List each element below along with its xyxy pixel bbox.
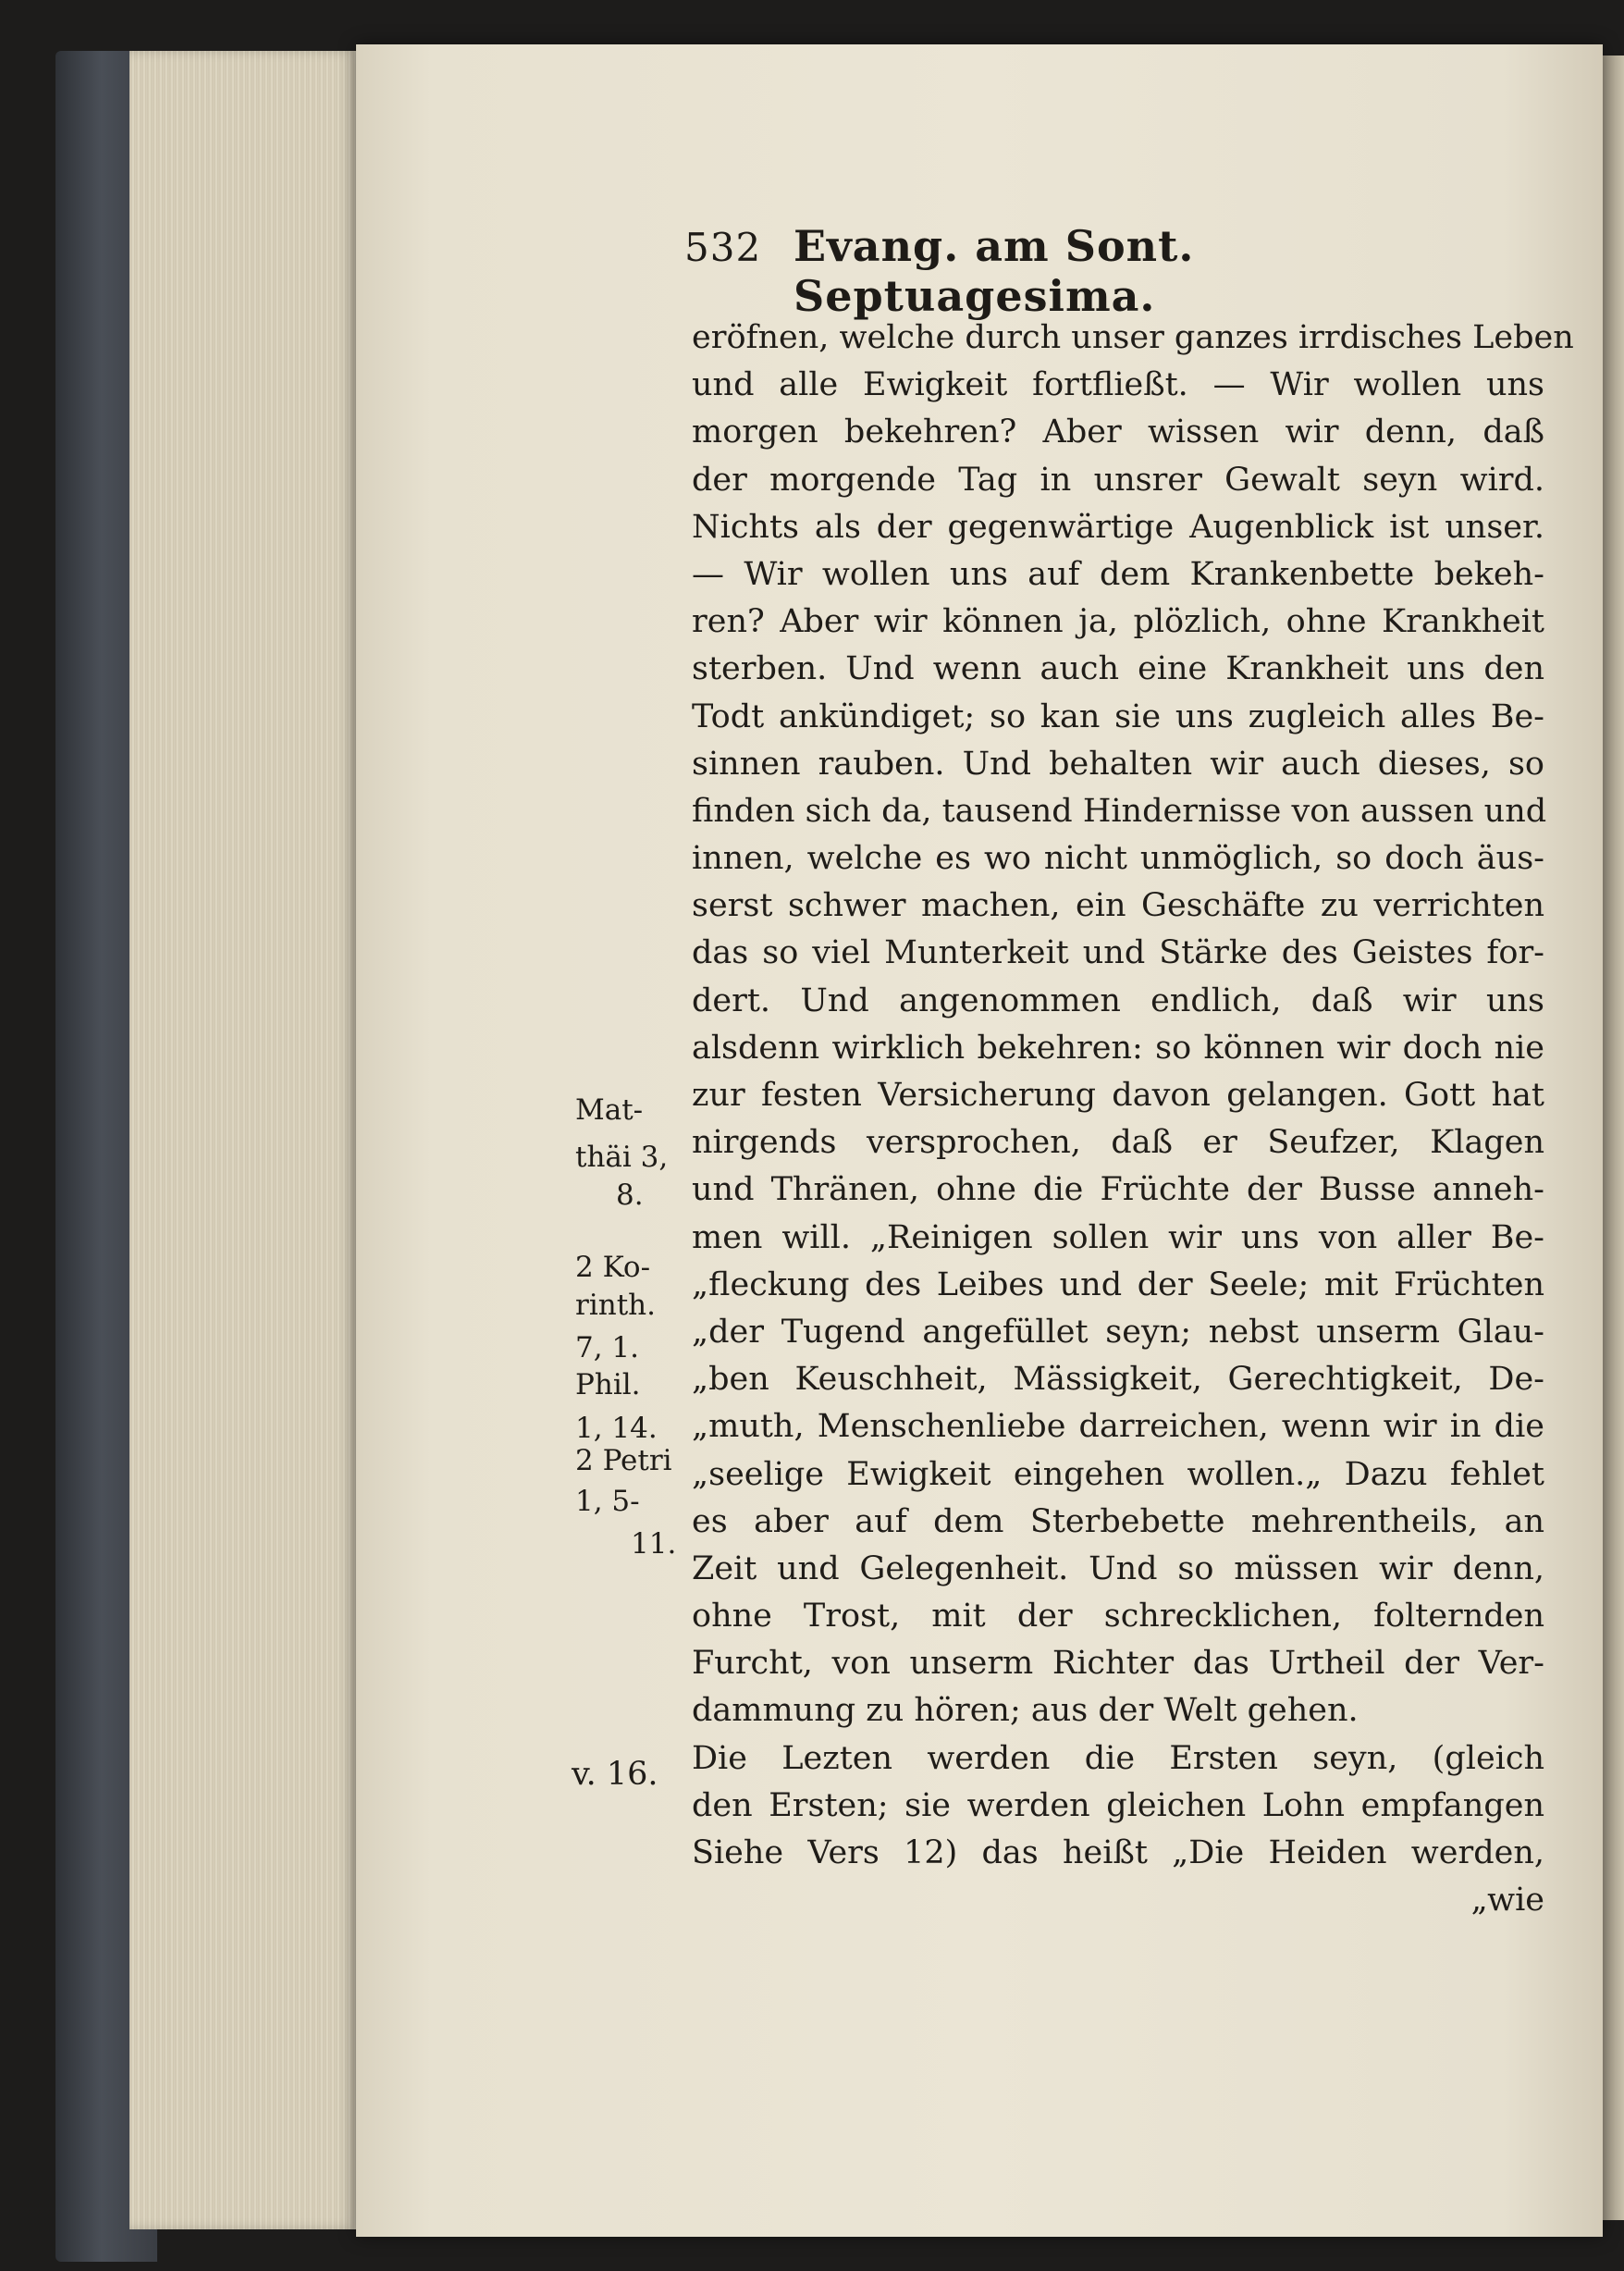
margin-note-petri-2: 1, 5- bbox=[575, 1485, 640, 1518]
page-number: 532 bbox=[684, 225, 762, 270]
text-line: „muth, Menschenliebe darreichen, wenn wir in die bbox=[692, 1408, 1544, 1446]
catchword: „wie bbox=[1470, 1882, 1544, 1919]
text-line: und Thränen, ohne die Früchte der Busse anneh- bbox=[692, 1171, 1544, 1209]
text-line: dammung zu hören; aus der Welt gehen. bbox=[692, 1692, 1359, 1730]
text-line: das so viel Munterkeit und Stärke des Geistes for- bbox=[692, 934, 1544, 972]
text-line: finden sich da, tausend Hindernisse von aussen und bbox=[692, 792, 1547, 830]
text-line: „fleckung des Leibes und der Seele; mit Früchten bbox=[692, 1265, 1544, 1303]
margin-note-petri-1: 2 Petri bbox=[575, 1444, 672, 1477]
text-line: „der Tugend angefüllet seyn; nebst unserm Glau- bbox=[692, 1313, 1544, 1351]
text-line: ohne Trost, mit der schrecklichen, folternden bbox=[692, 1598, 1544, 1635]
page-header bbox=[684, 217, 1544, 321]
margin-note-korinth-1: 2 Ko- bbox=[575, 1251, 651, 1284]
margin-note-korinth-3: 7, 1. bbox=[575, 1331, 640, 1364]
body-text bbox=[692, 315, 1574, 1924]
text-line: morgen bekehren? Aber wissen wir denn, daß bbox=[692, 413, 1544, 451]
margin-note-korinth-2: rinth. bbox=[575, 1289, 656, 1322]
text-line: alsdenn wirklich bekehren: so können wir doch nie bbox=[692, 1029, 1544, 1067]
text-line: serst schwer machen, ein Geschäfte zu verrichten bbox=[692, 887, 1544, 925]
text-line: den Ersten; sie werden gleichen Lohn empfangen bbox=[692, 1786, 1544, 1824]
text-line: Furcht, von unserm Richter das Urtheil der Ver- bbox=[692, 1645, 1544, 1683]
text-line: dert. Und angenommen endlich, daß wir uns bbox=[692, 981, 1544, 1019]
margin-note-matthaei-1: Mat- bbox=[575, 1093, 644, 1127]
text-line: „ben Keuschheit, Mässigkeit, Gerechtigkeit, De- bbox=[692, 1361, 1544, 1399]
page-edges bbox=[129, 51, 361, 2229]
text-line: nirgends versprochen, daß er Seufzer, Klagen bbox=[692, 1124, 1544, 1162]
margin-note-phil-2: 1, 14. bbox=[575, 1412, 658, 1445]
margin-note-phil-1: Phil. bbox=[575, 1368, 641, 1401]
text-line: Die Lezten werden die Ersten seyn, (gleich bbox=[692, 1739, 1544, 1777]
text-line: der morgende Tag in unsrer Gewalt seyn wird. bbox=[692, 461, 1544, 499]
text-line: innen, welche es wo nicht unmöglich, so doch äus- bbox=[692, 840, 1544, 878]
text-line: Nichts als der gegenwärtige Augenblick ist unser. bbox=[692, 508, 1544, 546]
text-line: eröfnen, welche durch unser ganzes irrdisches Leben bbox=[692, 319, 1574, 356]
verse-marker: v. 16. bbox=[572, 1756, 658, 1793]
margin-note-petri-3: 11. bbox=[631, 1527, 677, 1561]
text-line: ren? Aber wir können ja, plözlich, ohne Krankheit bbox=[692, 603, 1544, 641]
text-line: Todt ankündiget; so kan sie uns zugleich alles Be- bbox=[692, 697, 1544, 735]
text-line: men will. „Reinigen sollen wir uns von aller Be- bbox=[692, 1218, 1544, 1256]
text-line: und alle Ewigkeit fortfließt. — Wir wollen uns bbox=[692, 366, 1544, 404]
running-title: Evang. am Sont. Septuagesima. bbox=[794, 221, 1195, 321]
text-line: Siehe Vers 12) das heißt „Die Heiden werden, bbox=[692, 1834, 1544, 1871]
margin-note-matthaei-2: thäi 3, bbox=[575, 1141, 669, 1174]
text-line: — Wir wollen uns auf dem Krankenbette bekeh- bbox=[692, 555, 1544, 593]
text-line: Zeit und Gelegenheit. Und so müssen wir denn, bbox=[692, 1549, 1544, 1587]
margin-note-matthaei-3: 8. bbox=[616, 1179, 644, 1212]
text-line: sinnen rauben. Und behalten wir auch dieses, so bbox=[692, 745, 1544, 783]
text-line: „seelige Ewigkeit eingehen wollen.„ Dazu fehlet bbox=[692, 1455, 1544, 1493]
text-line: es aber auf dem Sterbebette mehrentheils, an bbox=[692, 1502, 1544, 1540]
text-line: zur festen Versicherung davon gelangen. Gott hat bbox=[692, 1077, 1544, 1114]
text-line: sterben. Und wenn auch eine Krankheit uns den bbox=[692, 650, 1544, 688]
